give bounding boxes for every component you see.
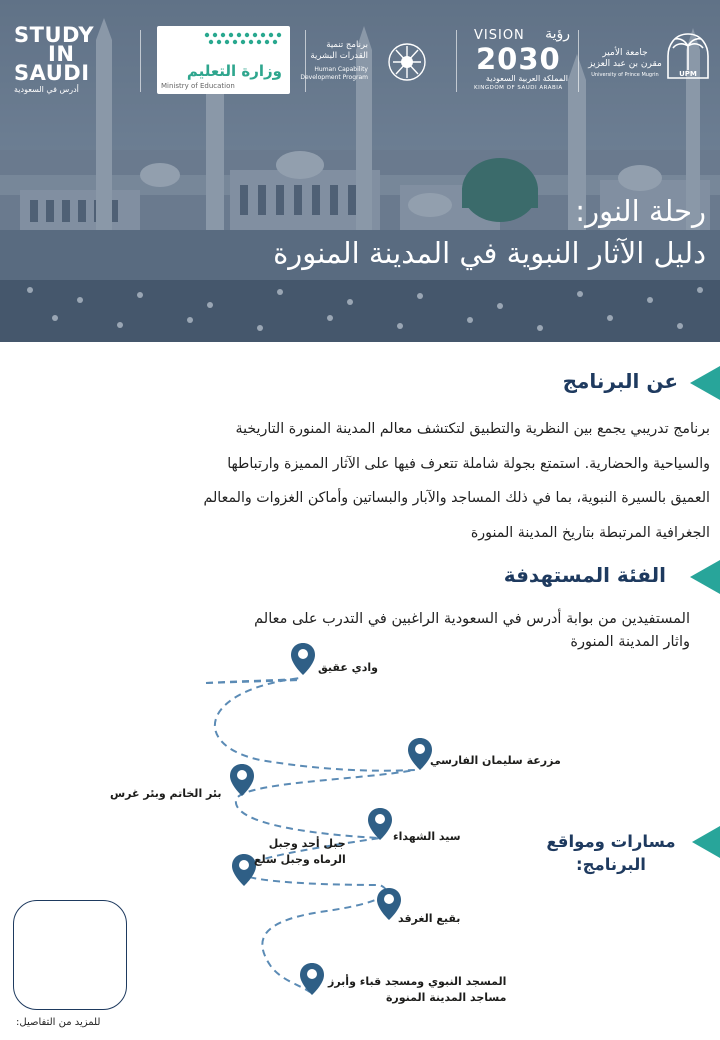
study-in-saudi-logo <box>14 23 124 95</box>
hero-title <box>146 190 706 274</box>
route-stop-label: بئر الخاتم وبئر غرس <box>110 787 222 800</box>
study-logo-line3: SAUDI <box>14 61 90 85</box>
tracks-heading-line1: مسارات ومواقع <box>546 832 676 851</box>
target-section-heading <box>0 558 720 592</box>
route-stop-line2: الرماه وجبل سلع <box>254 853 346 866</box>
route-stop-label <box>328 974 506 1006</box>
location-pin-icon <box>299 962 325 996</box>
about-heading-label: عن البرنامج <box>562 369 678 393</box>
route-stop-label: وادي عقيق <box>318 661 379 674</box>
moe-arabic-name: وزارة التعليم <box>186 62 282 80</box>
logo-divider <box>140 30 141 92</box>
study-logo-line2: IN <box>48 42 75 66</box>
route-stop-line2: مساجد المدينة المنورة <box>385 991 507 1004</box>
logo-divider <box>578 30 579 92</box>
hero-title-line2: دليل الآثار النبوية في المدينة المنورة <box>273 236 706 270</box>
hero-title-line1: رحلة النور: <box>575 194 706 228</box>
ministry-of-education-logo <box>157 26 290 94</box>
upm-logo <box>586 28 716 88</box>
section-flag-icon <box>692 826 720 858</box>
about-line: والسياحية والحضارية. استمتع بجولة شاملة تتعرف فيها على الآثار المميزة وارتباطها <box>227 455 710 472</box>
upm-arabic-line1: جامعة الأمير <box>602 48 648 58</box>
location-pin-icon <box>229 763 255 797</box>
palm-swords-emblem-icon <box>384 38 430 86</box>
moe-english-name: Ministry of Education <box>161 82 235 90</box>
location-pin-icon <box>290 642 316 676</box>
hcdp-arabic-line2: القدرات البشرية <box>310 51 368 61</box>
route-stop-line1: جبل أحد وجبل <box>268 837 346 850</box>
route-stop-label: بقيع الغرقد <box>398 912 461 925</box>
moe-dots-icon <box>203 32 283 46</box>
route-stop-label: سيد الشهداء <box>393 830 461 843</box>
about-section-heading <box>0 364 720 398</box>
upm-arabic-line2: مقرن بن عبد العزيز <box>588 59 662 69</box>
hcdp-arabic-line1: برنامج تنمية <box>326 40 368 50</box>
about-paragraph <box>20 412 710 550</box>
route-stop-label <box>254 836 346 868</box>
upm-badge-text: UPM <box>679 70 697 78</box>
route-stop-label: مزرعة سليمان الفارسي <box>430 754 561 767</box>
vision-2030-logo <box>470 28 570 98</box>
hcdp-english <box>298 66 368 82</box>
target-heading-label: الفئة المستهدفة <box>503 563 666 587</box>
study-logo-line1: STUDY <box>14 23 95 47</box>
hcdp-english-line1: Human Capability <box>314 66 368 73</box>
upm-arabic-name <box>586 48 664 70</box>
vision-year: 2030 <box>476 42 561 76</box>
vision-word: VISION <box>474 28 525 43</box>
logo-divider <box>456 30 457 92</box>
qr-code-frame[interactable] <box>13 900 127 1010</box>
vision-word-arabic: رؤية <box>545 26 570 42</box>
more-details-label: للمزيد من التفاصيل: <box>16 1017 101 1028</box>
upm-english-name: University of Prince Mugrin <box>591 72 659 78</box>
kingdom-arabic: المملكة العربية السعودية <box>485 74 568 83</box>
tracks-heading-line2: البرنامج: <box>576 855 646 874</box>
study-logo-tagline: أدرس في السعودية <box>14 85 79 94</box>
about-line: الجغرافية المرتبطة بتاريخ المدينة المنورة <box>470 524 710 541</box>
target-line1: المستفيدين من بوابة أدرس في السعودية الراغبين في التدرب على معالم <box>254 611 690 627</box>
hcdp-english-line2: Development Program <box>300 74 368 81</box>
target-line2: واثار المدينة المنورة <box>570 634 690 650</box>
hero-banner <box>0 0 720 342</box>
about-line: العميق بالسيرة النبوية، بما في ذلك المساجد والآبار والبساتين وأماكن الغزوات والمعالم <box>203 490 710 506</box>
kingdom-english: KINGDOM OF SAUDI ARABIA <box>474 85 563 91</box>
hcdp-logo <box>300 38 438 88</box>
tracks-heading <box>546 830 676 876</box>
section-flag-icon <box>690 366 720 400</box>
hcdp-arabic <box>298 40 368 62</box>
about-line: برنامج تدريبي يجمع بين النظرية والتطبيق لتكتشف معالم المدينة المنورة التاريخية <box>235 421 710 437</box>
location-pin-icon <box>367 807 393 841</box>
upm-palm-emblem-icon <box>664 30 712 82</box>
route-stop-line1: المسجد النبوي ومسجد قباء وأبرز <box>328 975 507 988</box>
section-flag-icon <box>690 560 720 594</box>
